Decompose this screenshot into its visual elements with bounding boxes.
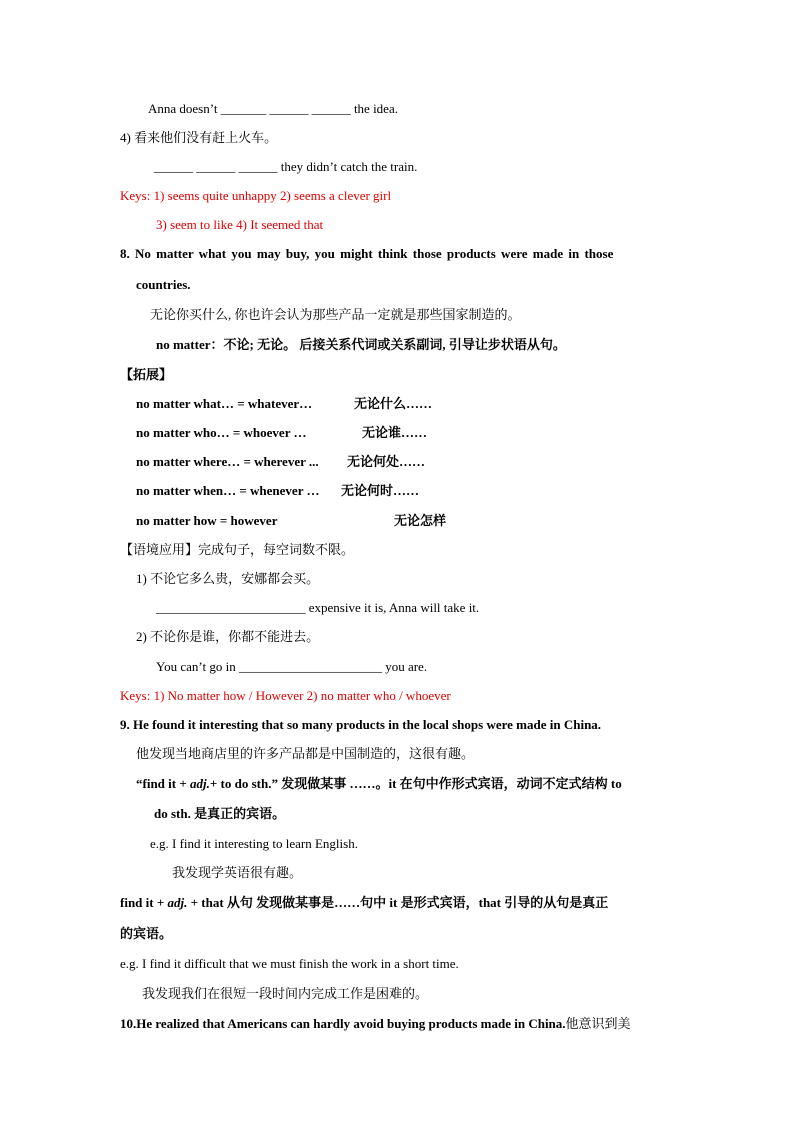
text-line: ______ ______ ______ they didn’t catch the train.	[154, 159, 418, 174]
example-translation: 我发现我们在很短一段时间内完成工作是困难的。	[142, 986, 429, 1001]
example-translation: 我发现学英语很有趣。	[172, 865, 303, 880]
expression: no matter when… = whenever …	[136, 483, 320, 498]
expression: no matter where… = wherever ...	[136, 454, 319, 469]
explanation: do sth. 是真正的宾语。	[154, 806, 286, 821]
explanation: no matter：不论; 无论。 后接关系代词或关系副词, 引导让步状语从句。	[156, 337, 566, 352]
explanation-part: + that 从句 发现做某事是……句中 it 是形式宾语，that 引导的从句是真正	[187, 895, 609, 910]
sentence-heading-en: 10.He realized that Americans can hardly avoid buying products made in China.	[120, 1016, 566, 1031]
sentence-heading: countries.	[136, 277, 191, 292]
answer-keys: Keys: 1) seems quite unhappy 2) seems a clever girl	[120, 188, 392, 203]
example-sentence: e.g. I find it interesting to learn English.	[150, 836, 358, 851]
text-line: Anna doesn’t _______ ______ ______ the idea.	[148, 101, 398, 116]
answer-keys: 3) seem to like 4) It seemed that	[156, 217, 324, 232]
exercise-prompt: 2) 不论你是谁，你都不能进去。	[136, 629, 320, 644]
expression: no matter what… = whatever…	[136, 396, 313, 411]
sentence-heading-cn: 他意识到美	[565, 1016, 631, 1031]
explanation-part: + to do sth.” 发现做某事 ……。it 在句中作形式宾语，动词不定式结构 to	[209, 776, 622, 791]
expression-meaning: 无论什么……	[354, 396, 433, 411]
explanation	[136, 775, 622, 793]
explanation	[120, 894, 608, 912]
section-label: 【语境应用】完成句子，每空词数不限。	[120, 542, 355, 557]
answer-keys: Keys: 1) No matter how / However 2) no matter who / whoever	[120, 688, 451, 703]
explanation-part: adj.	[190, 776, 210, 791]
exercise-prompt: 1) 不论它多么贵，安娜都会买。	[136, 571, 320, 586]
expression-meaning: 无论何时……	[341, 483, 420, 498]
expression-meaning: 无论怎样	[394, 513, 447, 528]
explanation-part: adj.	[167, 895, 188, 910]
translation: 无论你买什么, 你也许会认为那些产品一定就是那些国家制造的。	[150, 307, 521, 322]
sentence-heading: 8. No matter what you may buy, you might think those products were made in those	[120, 246, 614, 261]
expression: no matter who… = whoever …	[136, 425, 307, 440]
expression-meaning: 无论谁……	[362, 425, 428, 440]
translation: 他发现当地商店里的许多产品都是中国制造的，这很有趣。	[136, 746, 475, 761]
sentence-heading	[120, 1015, 631, 1033]
explanation-part: find it +	[120, 895, 168, 910]
expression: no matter how = however	[136, 513, 278, 528]
exercise-blank: You can’t go in ______________________ you are.	[156, 659, 428, 674]
text-line: 4) 看来他们没有赶上火车。	[120, 130, 278, 145]
explanation-part: “find it +	[136, 776, 190, 791]
section-label: 【拓展】	[120, 367, 173, 382]
sentence-heading: 9. He found it interesting that so many products in the local shops were made in China.	[120, 717, 602, 732]
expression-meaning: 无论何处……	[347, 454, 426, 469]
explanation: 的宾语。	[120, 926, 173, 941]
exercise-blank: _______________________ expensive it is, Anna will take it.	[156, 600, 480, 615]
example-sentence: e.g. I find it difficult that we must finish the work in a short time.	[120, 956, 459, 971]
